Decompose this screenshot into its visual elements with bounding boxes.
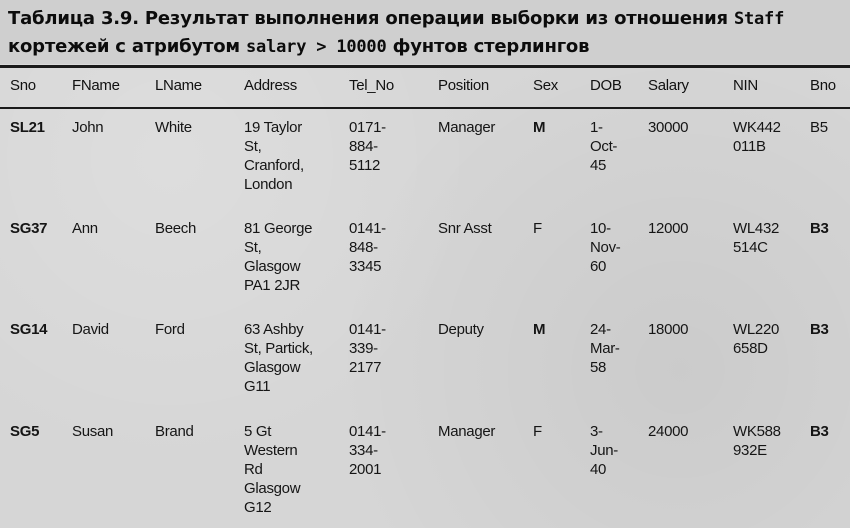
cell-sno: SG5 [10,423,40,440]
cell-tel: 0141- 848- 3345 [349,220,386,275]
cell-sex: F [533,220,542,237]
cell-salary: 12000 [648,220,689,237]
header-lname: LName [155,77,202,94]
cell-fname: David [72,321,109,338]
cell-sex: F [533,423,542,440]
cell-fname: Ann [72,220,98,237]
cell-lname: White [155,119,192,136]
cell-bno: B5 [810,119,828,136]
header-address: Address [244,77,297,94]
header-position: Position [438,77,489,94]
cell-sex: M [533,321,546,338]
cell-tel: 0141- 339- 2177 [349,321,386,376]
cell-dob: 24- Mar- 58 [590,321,620,376]
cell-position: Manager [438,423,496,440]
header-row [0,76,850,102]
cell-lname: Brand [155,423,194,440]
cell-dob: 1- Oct- 45 [590,119,618,174]
cell-sex: M [533,119,546,136]
caption-line-2 [8,33,842,61]
caption-text-1: Таблица 3.9. Результат выполнения операции выборки из отношения [8,8,734,29]
cell-lname: Beech [155,220,197,237]
header-dob: DOB [590,77,622,94]
cell-salary: 24000 [648,423,689,440]
cell-dob: 3- Jun- 40 [590,423,618,478]
cell-fname: Susan [72,423,114,440]
cell-nin: WK442 011B [733,119,781,155]
cell-bno: B3 [810,321,829,338]
cell-sno: SG14 [10,321,48,338]
cell-nin: WL432 514C [733,220,780,256]
header-rule [0,107,850,109]
cell-address: 19 Taylor St, Cranford, London [244,119,304,193]
cell-position: Deputy [438,321,484,338]
table-caption [0,0,850,64]
header-sex: Sex [533,77,558,94]
cell-bno: B3 [810,220,829,237]
cell-position: Manager [438,119,496,136]
cell-position: Snr Asst [438,220,492,237]
cell-nin: WK588 932E [733,423,781,459]
cell-fname: John [72,119,104,136]
caption-text-3: фунтов стерлингов [386,36,590,57]
cell-lname: Ford [155,321,185,338]
cell-sno: SG37 [10,220,48,237]
caption-relation: Staff [733,9,785,29]
cell-dob: 10- Nov- 60 [590,220,621,275]
cell-salary: 30000 [648,119,689,136]
header-bno: Bno [810,77,836,94]
caption-line-1 [8,5,842,33]
header-tel: Tel_No [349,77,394,94]
cell-address: 63 Ashby St, Partick, Glasgow G11 [244,321,313,395]
header-nin: NIN [733,77,758,94]
cell-address: 5 Gt Western Rd Glasgow G12 [244,423,301,516]
caption-text-2: кортежей с атрибутом [8,36,247,57]
header-sno: Sno [10,77,36,94]
header-salary: Salary [648,77,689,94]
cell-tel: 0171- 884- 5112 [349,119,386,174]
top-rule [0,65,850,68]
header-fname: FName [72,77,120,94]
caption-attribute: salary > 10000 [246,37,387,57]
cell-bno: B3 [810,423,829,440]
cell-address: 81 George St, Glasgow PA1 2JR [244,220,313,294]
cell-nin: WL220 658D [733,321,780,357]
cell-salary: 18000 [648,321,689,338]
cell-sno: SL21 [10,119,45,136]
cell-tel: 0141- 334- 2001 [349,423,386,478]
